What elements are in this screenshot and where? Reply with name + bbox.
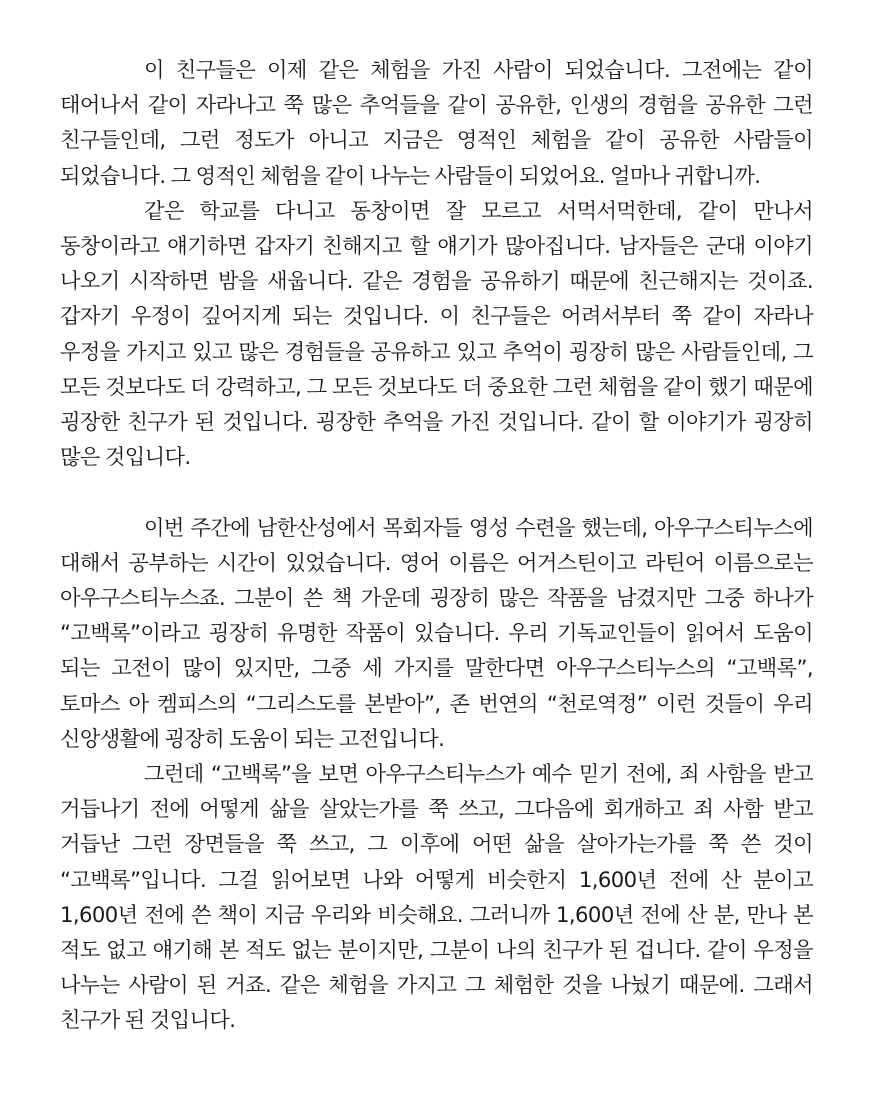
paragraph-4: 그런데 “고백록”을 보면 아우구스티누스가 예수 믿기 전에, 죄 사함을 받고 거듭나기 전에 어떻게 삶을 살았는가를 쭉 쓰고, 그다음에 회개하고 죄 사함 받고 거듭난 그런 장면들을 쭉 쓰고, 그 이후에 어떤 삶을 살아가는가를 쭉 쓴 것이 “고백록”입니다. 그걸 읽어보면 나와 어떻게 비슷한지 1,600년 전에 산 분이고 1,600년 전에 쓴 책이 지금 우리와 비슷해요. 그러니까 1,600년 전에 산 분, 만나 본 적도 없고 얘기해 본 적도 없는 분이지만, 그분이 나의 친구가 된 겁니다. 같이 우정을 나누는 사람이 된 거죠. 같은 체험을 가지고 그 체험한 것을 나눴기 때문에. 그래서 친구가 된 것입니다.	[60, 761, 813, 1033]
paragraph-3: 이번 주간에 남한산성에서 목회자들 영성 수련을 했는데, 아우구스티누스에 대해서 공부하는 시간이 있었습니다. 영어 이름은 어거스틴이고 라틴어 이름으로는 아우구스티누스죠. 그분이 쓴 책 가운데 굉장히 많은 작품을 남겼지만 그중 하나가 “고백록”이라고 굉장히 유명한 작품이 있습니다. 우리 기독교인들이 읽어서 도움이 되는 고전이 많이 있지만, 그중 세 가지를 말한다면 아우구스티누스의 “고백록”, 토마스 아 켐피스의 “그리스도를 본받아”, 존 번연의 “천로역정” 이런 것들이 우리 신앙생활에 굉장히 도움이 되는 고전입니다.	[60, 514, 813, 751]
paragraph-2: 같은 학교를 다니고 동창이면 잘 모르고 서먹서먹한데, 같이 만나서 동창이라고 얘기하면 갑자기 친해지고 할 얘기가 많아집니다. 남자들은 군대 이야기 나오기 시작하면 밤을 새웁니다. 같은 경험을 공유하기 때문에 친근해지는 것이죠. 갑자기 우정이 깊어지게 되는 것입니다. 이 친구들은 어려서부터 쭉 같이 자라나 우정을 가지고 있고 많은 경험들을 공유하고 있고 추억이 굉장히 많은 사람들인데, 그 모든 것보다도 더 강력하고, 그 모든 것보다도 더 중요한 그런 체험을 같이 했기 때문에 굉장한 친구가 된 것입니다. 굉장한 추억을 가진 것입니다. 같이 할 이야기가 굉장히 많은 것입니다.	[60, 197, 813, 470]
paragraph-gap	[60, 474, 813, 509]
document-page	[60, 52, 813, 1038]
paragraph-1: 이 친구들은 이제 같은 체험을 가진 사람이 되었습니다. 그전에는 같이 태어나서 같이 자라나고 쭉 많은 추억들을 같이 공유한, 인생의 경험을 공유한 그런 친구들인데, 그런 정도가 아니고 지금은 영적인 체험을 같이 공유한 사람들이 되었습니다. 그 영적인 체험을 같이 나누는 사람들이 되었어요. 얼마나 귀합니까.	[60, 57, 813, 188]
